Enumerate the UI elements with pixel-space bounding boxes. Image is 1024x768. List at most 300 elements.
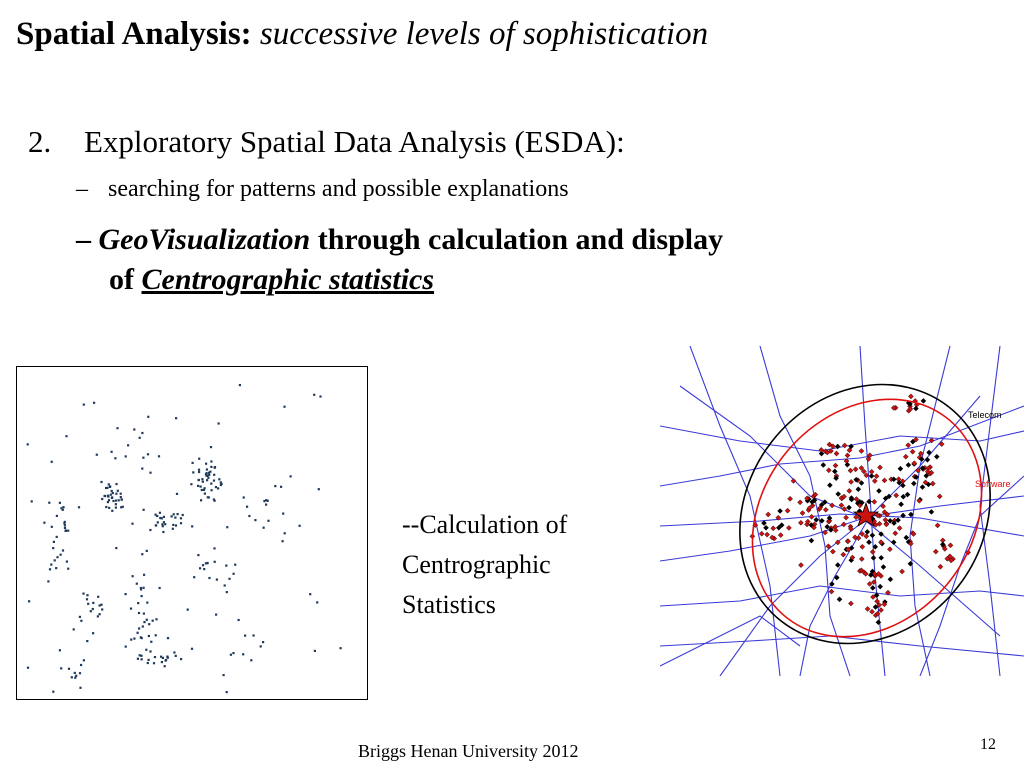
map-point [141,637,143,639]
map-point [340,647,342,649]
map-point [115,500,117,502]
software-point [878,608,883,613]
software-point [785,508,790,513]
map-point [280,486,282,488]
telecom-point [878,584,883,589]
map-point [101,498,103,500]
map-point [28,600,30,602]
map-point [125,593,127,595]
telecom-point [904,535,909,540]
map-point [141,553,143,555]
map-point [104,495,106,497]
map-point [205,562,207,564]
map-point [244,635,246,637]
telecom-point [809,538,814,543]
software-point [859,448,864,453]
telecom-point [911,481,916,486]
map-point [141,468,143,470]
map-point [125,455,127,457]
telecom-point [778,508,783,513]
sub-bullet-line2 [76,260,723,300]
map-point [177,513,179,515]
map-point [47,580,49,582]
map-point [108,507,110,509]
software-point [842,443,847,448]
map-point [191,648,193,650]
map-point [115,483,117,485]
map-point [314,650,316,652]
map-point [133,428,135,430]
map-point [150,641,152,643]
telecom-label: Telecom [968,410,1002,420]
software-point [882,478,887,483]
map-point [159,517,161,519]
map-point [74,672,76,674]
map-point [130,639,132,641]
software-point [906,443,911,448]
map-point [180,522,182,524]
map-point [54,559,56,561]
software-point [849,479,854,484]
software-point [853,467,858,472]
software-point [935,523,940,528]
map-point [137,658,139,660]
map-point [121,498,123,500]
map-point [282,513,284,515]
map-point [117,490,119,492]
caption-line-2: Centrographic [402,550,551,579]
map-point [142,457,144,459]
telecom-point [899,502,904,507]
map-point [165,659,167,661]
map-point [198,458,200,460]
map-point [187,609,189,611]
map-point [200,499,202,501]
map-point [120,496,122,498]
map-point [162,525,164,527]
map-point [218,478,220,480]
software-point [839,503,844,508]
map-point [162,531,164,533]
slide-title [16,12,708,56]
map-point [265,499,267,501]
map-point [62,506,64,508]
map-point [146,550,148,552]
software-point [844,515,849,520]
software-point [798,500,803,505]
map-point [202,481,204,483]
map-point [143,587,145,589]
software-point [798,520,803,525]
map-point [92,608,94,610]
map-point [220,483,222,485]
map-point [200,486,202,488]
centrographic-map [660,346,1024,676]
map-point [191,525,193,527]
map-point [74,677,76,679]
sub-bullet-dash: – [76,223,91,256]
software-point [872,499,877,504]
telecom-point [881,564,886,569]
map-point [83,404,85,406]
software-point [897,526,902,531]
map-point [161,661,163,663]
map-point [274,485,276,487]
map-point [155,524,157,526]
centrographic-svg [660,346,1024,676]
software-point [887,547,892,552]
road-line [660,586,1024,606]
software-point [809,514,814,519]
map-point [56,536,58,538]
map-point [43,522,45,524]
map-point [167,637,169,639]
map-point [159,512,161,514]
map-point [101,608,103,610]
map-point [147,662,149,664]
map-point [180,658,182,660]
map-point [210,466,212,468]
map-point [133,638,135,640]
software-point [860,544,865,549]
map-point [210,483,212,485]
map-point [86,640,88,642]
software-point [845,453,850,458]
map-point [141,595,143,597]
map-point [192,462,194,464]
map-point [92,632,94,634]
telecom-point [906,462,911,467]
map-point [108,483,110,485]
map-point [78,506,80,508]
map-point [155,634,157,636]
software-point [791,478,796,483]
map-point [111,490,113,492]
sub-bullet-text: searching for patterns and possible explanations [108,176,569,202]
point-pattern-map [16,366,368,700]
software-point [759,531,764,536]
map-point [120,506,122,508]
map-point [206,475,208,477]
map-point [224,584,226,586]
map-point [309,593,311,595]
map-point [145,649,147,651]
software-point [834,451,839,456]
map-point [111,497,113,499]
map-point [60,554,62,556]
telecom-point [870,533,875,538]
map-point [265,504,267,506]
map-point [115,507,117,509]
centrographic-link-text: Centrographic statistics [141,263,435,296]
map-point [115,547,117,549]
map-point [125,646,127,648]
map-point [64,524,66,526]
software-point [869,609,874,614]
map-point [201,478,203,480]
map-point [51,461,53,463]
map-point [66,561,68,563]
map-point [132,575,134,577]
map-point [143,613,145,615]
telecom-point [927,450,932,455]
map-point [214,467,216,469]
map-point [79,687,81,689]
map-point [139,437,141,439]
map-point [163,516,165,518]
map-point [65,435,67,437]
software-point [823,507,828,512]
map-point [153,662,155,664]
map-point [116,427,118,429]
page-number: 12 [980,736,996,753]
map-point [107,496,109,498]
telecom-point [837,597,842,602]
software-point [826,468,831,473]
map-point [60,667,62,669]
map-point [176,493,178,495]
map-point [136,583,138,585]
map-point [112,492,114,494]
map-point [175,524,177,526]
software-point [894,493,899,498]
map-point [210,446,212,448]
map-point [206,479,208,481]
map-point [202,564,204,566]
map-point [59,502,61,504]
map-point [80,620,82,622]
map-point [215,486,217,488]
map-point [52,547,54,549]
map-point [109,486,111,488]
software-point [869,469,874,474]
map-point [226,691,228,693]
map-point [68,668,70,670]
map-point [225,565,227,567]
map-point [67,568,69,570]
map-point [228,578,230,580]
software-point [798,563,803,568]
map-point [238,619,240,621]
telecom-point [821,462,826,467]
software-point [877,465,882,470]
map-point [80,664,82,666]
geovisualization-term: GeoVisualization [98,223,311,256]
map-point [164,665,166,667]
map-point [233,573,235,575]
map-point [141,658,143,660]
sub-bullet-searching [76,172,569,206]
map-point [75,675,77,677]
map-point [79,616,81,618]
map-point [100,481,102,483]
sub-bullet-dash: – [76,176,88,202]
map-point [204,493,206,495]
map-point [180,517,182,519]
map-point [226,591,228,593]
map-point [284,532,286,534]
map-point [182,514,184,516]
map-point [67,530,69,532]
caption-line-3: Statistics [402,590,496,619]
telecom-point [925,457,930,462]
map-point [203,568,205,570]
software-point [937,494,942,499]
software-point [778,533,783,538]
map-point [149,472,151,474]
telecom-point [891,540,896,545]
map-point [52,691,54,693]
map-point [146,602,148,604]
map-point [218,422,220,424]
telecom-point [870,585,875,590]
road-line [690,346,780,676]
map-point [142,625,144,627]
map-point [316,601,318,603]
map-point [152,620,154,622]
map-point [201,489,203,491]
map-point [162,657,164,659]
software-point [833,463,838,468]
bullet-item-2 [28,122,625,162]
telecom-point [836,491,841,496]
software-point [841,552,846,557]
map-point [213,498,215,500]
map-point [282,540,284,542]
map-point [93,402,95,404]
map-point [174,517,176,519]
map-point [206,468,208,470]
map-point [239,384,241,386]
map-point [97,615,99,617]
map-point [99,613,101,615]
map-point [148,623,150,625]
map-point [27,443,29,445]
software-label: Software [975,479,1011,489]
map-point [143,574,145,576]
map-point [60,507,62,509]
map-point [156,515,158,517]
caption [402,505,642,625]
map-point [82,593,84,595]
telecom-point [900,483,905,488]
map-point [147,453,149,455]
map-point [175,417,177,419]
map-point [283,406,285,408]
software-point [829,589,834,594]
map-point [115,503,117,505]
map-point [110,494,112,496]
map-point [216,579,218,581]
map-point [127,444,129,446]
title-main: Spatial Analysis: [16,16,252,52]
map-point [148,635,150,637]
software-point [846,539,851,544]
map-point [53,541,55,543]
telecom-point [856,487,861,492]
map-point [55,567,57,569]
map-point [217,487,219,489]
telecom-point [876,488,881,493]
map-point [159,587,161,589]
map-point [62,549,64,551]
telecom-point [846,505,851,510]
map-point [262,641,264,643]
map-point [161,523,163,525]
map-point [211,489,213,491]
telecom-point [827,483,832,488]
map-point [207,477,209,479]
software-point [870,549,875,554]
map-point [99,604,101,606]
telecom-point [921,398,926,403]
map-point [198,471,200,473]
map-point [86,598,88,600]
map-point [48,502,50,504]
telecom-point [832,469,837,474]
telecom-point [835,562,840,567]
map-point [146,619,148,621]
map-point [137,602,139,604]
map-point [51,526,53,528]
software-point [900,569,905,574]
software-point [841,522,846,527]
software-point [933,549,938,554]
map-point [173,651,175,653]
map-point [86,594,88,596]
map-point [106,487,108,489]
map-point [205,463,207,465]
map-point [137,632,139,634]
map-point [199,567,201,569]
map-point [31,500,33,502]
map-point [213,480,215,482]
map-point [83,659,85,661]
map-point [193,576,195,578]
map-point [242,653,244,655]
map-point [210,460,212,462]
software-point [884,522,889,527]
telecom-point [920,485,925,490]
map-point [198,469,200,471]
map-point [226,526,228,528]
map-point [198,479,200,481]
telecom-point [866,540,871,545]
map-point [71,676,73,678]
map-point [154,656,156,658]
map-point [234,564,236,566]
point-pattern-svg [17,367,367,699]
road-network [660,346,1024,676]
map-point [114,457,116,459]
software-point [883,517,888,522]
map-point [248,515,250,517]
software-point [930,481,935,486]
map-point [215,614,217,616]
map-point [65,529,67,531]
software-point [848,468,853,473]
map-point [138,612,140,614]
map-point [319,395,321,397]
map-point [50,564,52,566]
map-point [27,667,29,669]
road-line [660,616,800,666]
map-point [56,515,58,517]
map-point [64,527,66,529]
map-point [260,645,262,647]
bullet-number: 2. [28,124,52,159]
map-point [100,604,102,606]
